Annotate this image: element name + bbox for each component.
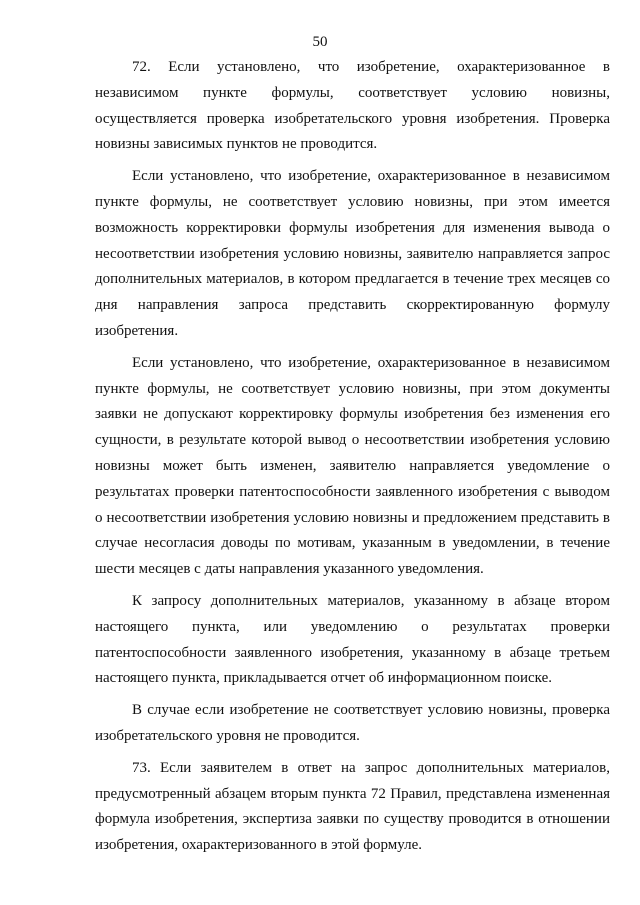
paragraph-search-report: К запросу дополнительных материалов, указанному в абзаце втором настоящего пункта, или уведомлению о результатах проверки патентоспособности заявленного изобретения, указанному в абзаце третьем настоящего пункта, прикладывается отчет об информационном поиске. [95, 592, 610, 687]
document-body [95, 55, 610, 859]
paragraph-notification: Если установлено, что изобретение, охарактеризованное в независимом пункте формулы, не соответствует условию новизны, при этом документы заявки не допускают корректировку формулы изобретения без изменения его сущности, в результате которой вывод о несоответствии изобретения условию новизны может быть изменен, заявителю направляется уведомление о результатах проверки патентоспособности заявленного изобретения с выводом о несоответствии изобретения условию новизны и предложением представить в случае несогласия доводы по мотивам, указанным в уведомлении, в течение шести месяцев с даты направления указанного уведомления. [95, 354, 610, 578]
paragraph-73-amended-claims: 73. Если заявителем в ответ на запрос дополнительных материалов, предусмотренный абзацем вторым пункта 72 Правил, представлена измененная формула изобретения, экспертиза заявки по существу проводится в отношении изобретения, охарактеризованного в этой формуле. [95, 759, 610, 854]
page-number: 50 [312, 34, 328, 50]
paragraph-inventive-step-skip: В случае если изобретение не соответствует условию новизны, проверка изобретательского уровня не проводится. [95, 702, 610, 744]
paragraph-72-novelty-check: 72. Если установлено, что изобретение, охарактеризованное в независимом пункте формулы, соответствует условию новизны, осуществляется проверка изобретательского уровня изобретения. Проверка новизны зависимых пунктов не проводится. [95, 59, 610, 153]
paragraph-additional-materials-request: Если установлено, что изобретение, охарактеризованное в независимом пункте формулы, не соответствует условию новизны, при этом имеется возможность корректировки формулы изобретения для изменения вывода о несоответствии изобретения условию новизны, заявителю направляется запрос дополнительных материалов, в котором предлагается в течение трех месяцев со дня направления запроса представить скорректированную формулу изобретения. [95, 168, 610, 339]
